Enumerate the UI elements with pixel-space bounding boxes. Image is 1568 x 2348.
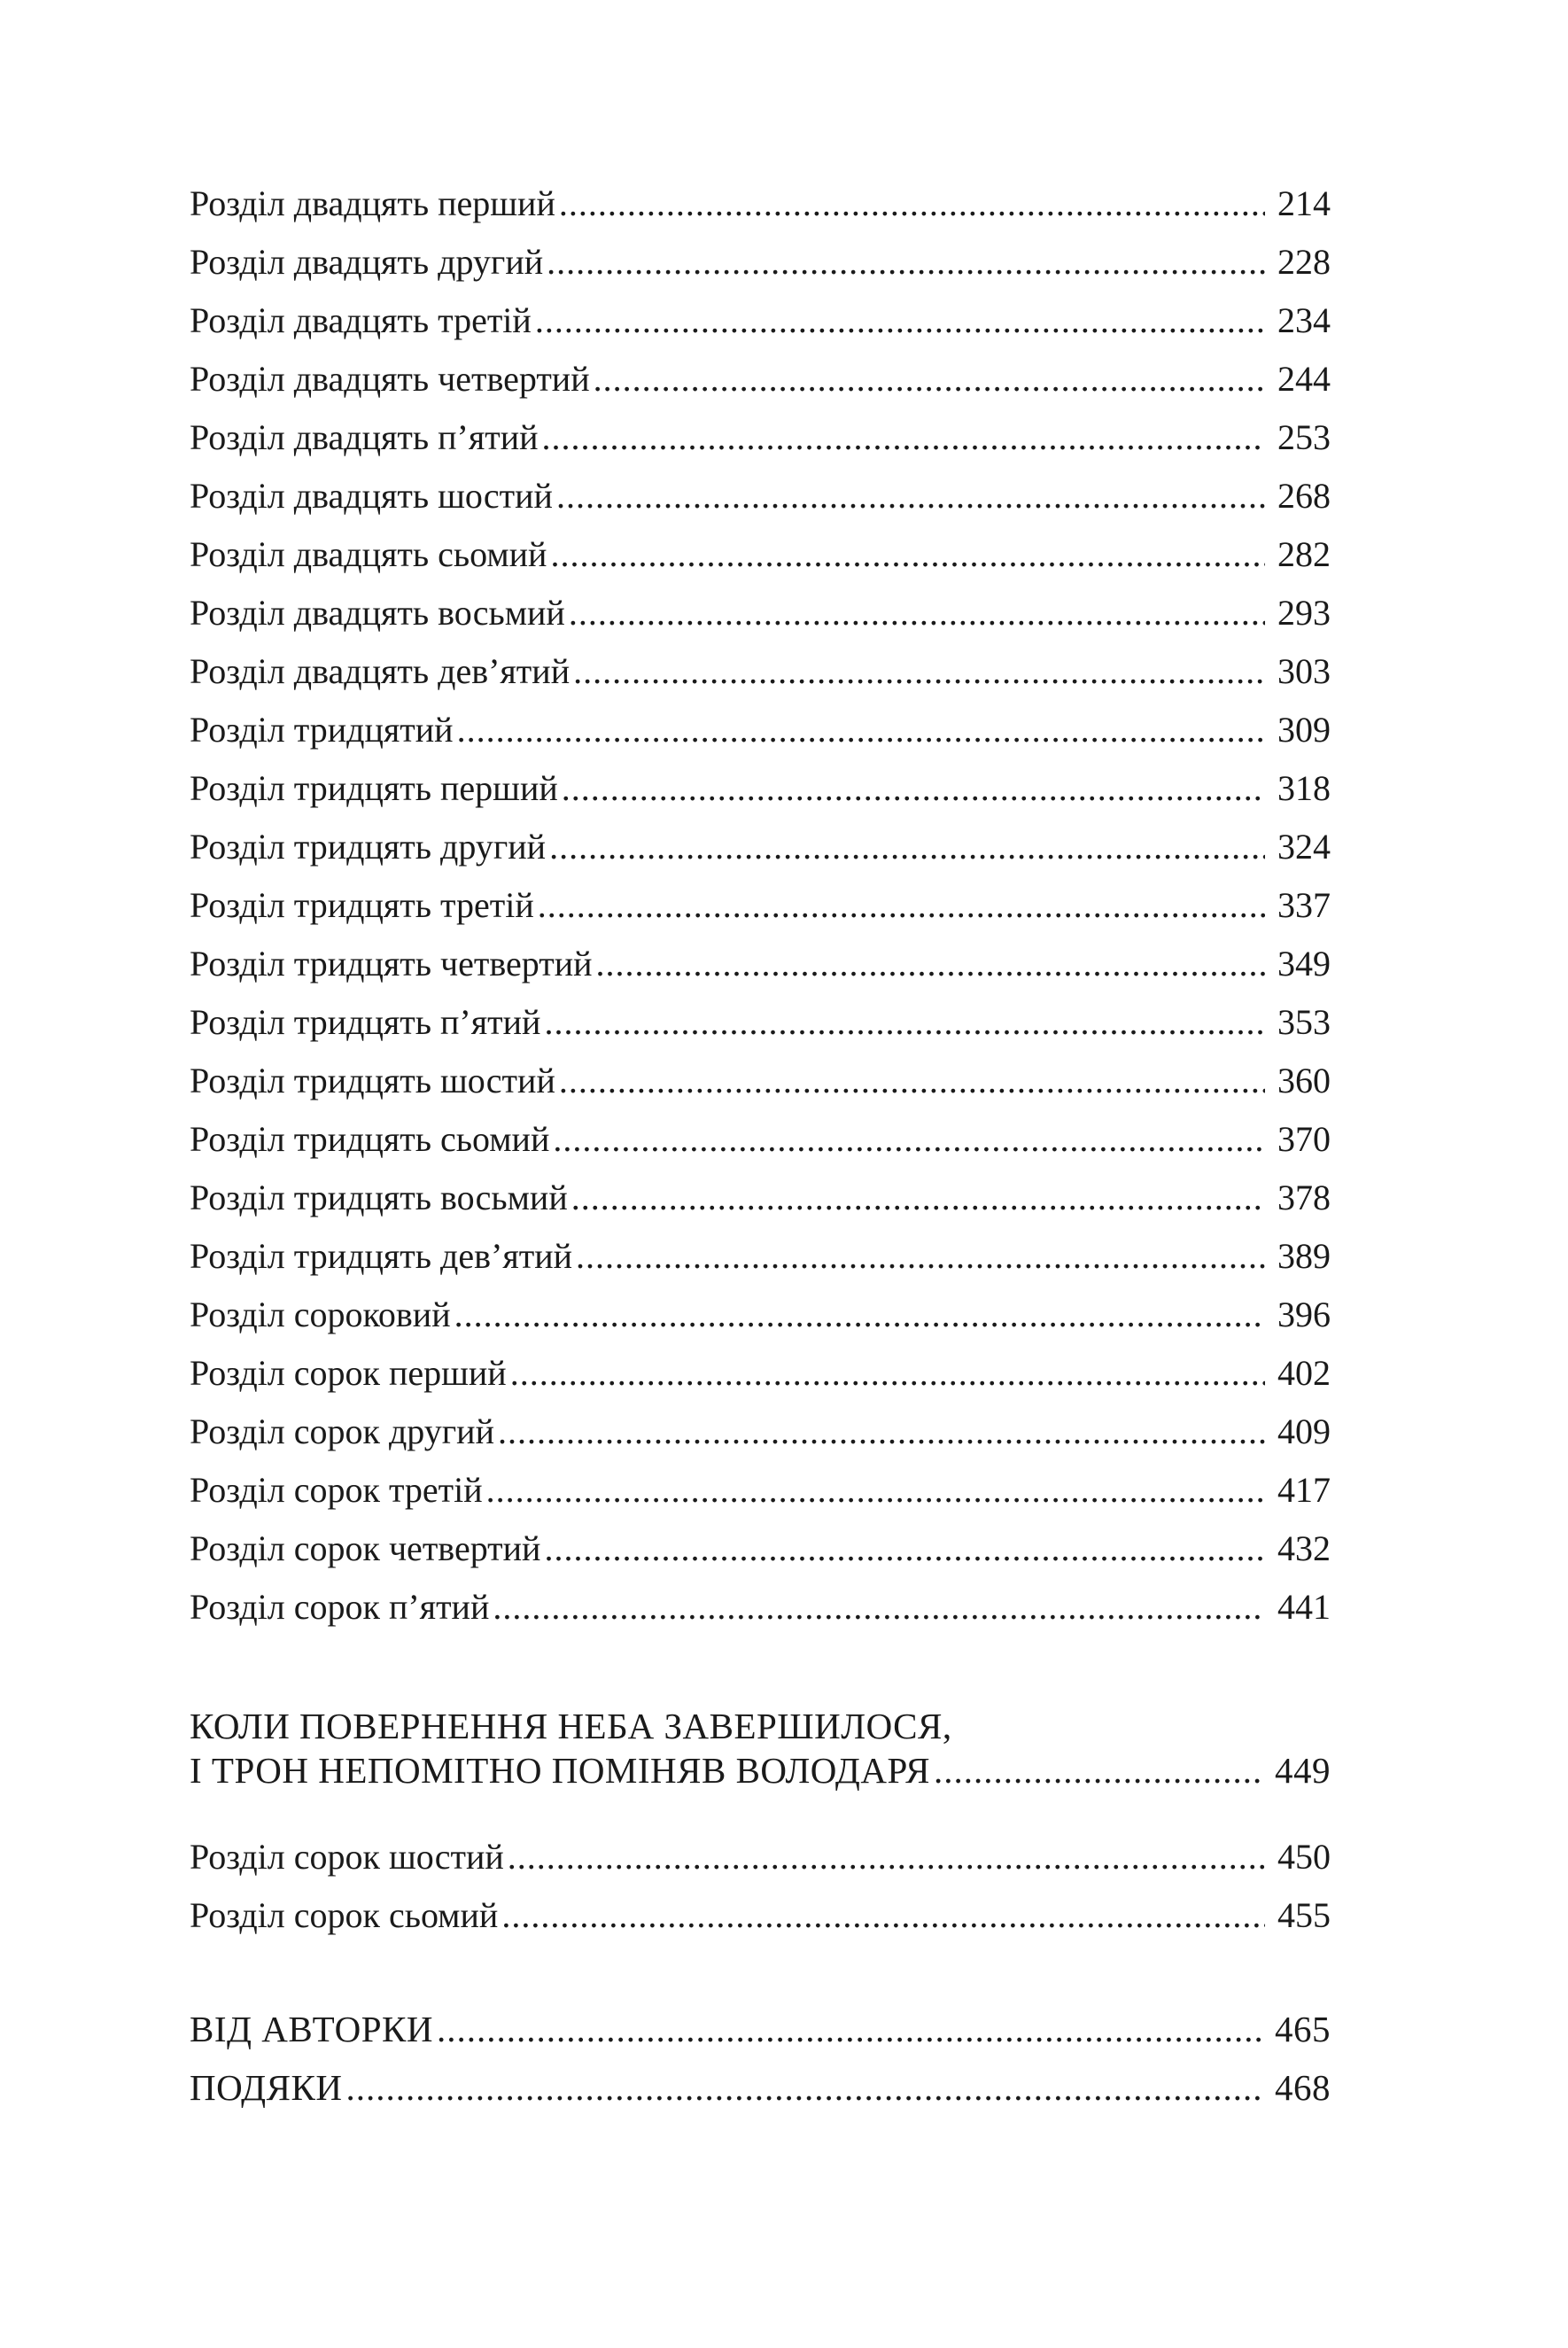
dot-leader [345, 2063, 1265, 2112]
toc-entry-title: Розділ тридцять восьмий [190, 1178, 568, 1217]
toc-entry-title: Розділ тридцять шостий [190, 1061, 555, 1100]
toc-entry[interactable] [190, 1290, 1331, 1340]
dot-leader [594, 354, 1265, 404]
toc-entry-page: 409 [1277, 1411, 1331, 1451]
toc-entry-title: Розділ двадцять шостий [190, 476, 553, 516]
toc-entry[interactable] [190, 1832, 1331, 1882]
toc-entry-page: 234 [1277, 300, 1331, 340]
toc-entry-title: Розділ сорок шостий [190, 1837, 504, 1877]
toc-entry-title: Розділ тридцять сьомий [190, 1119, 550, 1159]
toc-entry-page: 324 [1277, 827, 1331, 867]
toc-entry[interactable] [190, 822, 1331, 872]
dot-leader [535, 296, 1265, 346]
dot-leader [934, 1745, 1265, 1795]
toc-entry[interactable] [190, 296, 1331, 346]
toc-entry-page: 417 [1277, 1470, 1331, 1510]
toc-entry[interactable] [190, 998, 1331, 1047]
toc-entry-page: 465 [1275, 2009, 1331, 2049]
dot-leader [571, 1173, 1265, 1223]
toc-entry-page: 389 [1277, 1236, 1331, 1276]
toc-entry-title: Розділ двадцять дев’ятий [190, 651, 571, 691]
dot-leader [544, 1524, 1265, 1574]
toc-entry-page: 455 [1277, 1895, 1331, 1935]
toc-entry-title: Розділ двадцять перший [190, 183, 555, 223]
toc-entry-title: Розділ сорок четвертий [190, 1528, 541, 1568]
toc-entry[interactable] [190, 764, 1331, 813]
toc-entry[interactable] [190, 1232, 1331, 1281]
toc-entry-title: Розділ сорок другий [190, 1411, 494, 1451]
back-matter-entry[interactable] [190, 2004, 1331, 2054]
toc-entry-title: Розділ тридцять четвертий [190, 944, 593, 984]
dot-leader [569, 588, 1265, 638]
dot-leader [549, 822, 1265, 872]
dot-leader [493, 1582, 1265, 1632]
toc-entry[interactable] [190, 1891, 1331, 1940]
toc-entry-page: 468 [1275, 2067, 1331, 2108]
toc-entry-title: Розділ двадцять третій [190, 300, 532, 340]
toc-entry-title: Розділ сорок перший [190, 1353, 507, 1393]
dot-leader [573, 647, 1265, 696]
toc-entry[interactable] [190, 530, 1331, 579]
toc-entry-title: Розділ сороковий [190, 1295, 451, 1334]
dot-leader [559, 179, 1265, 229]
toc-entry-page: 441 [1277, 1587, 1331, 1627]
toc-entry-page: 268 [1277, 476, 1331, 516]
toc-entry[interactable] [190, 1115, 1331, 1164]
toc-entry-page: 228 [1277, 242, 1331, 282]
dot-leader [550, 530, 1265, 579]
toc-entry-page: 309 [1277, 710, 1331, 750]
part-heading-entry[interactable] [190, 1745, 1331, 1795]
toc-entry[interactable] [190, 1466, 1331, 1515]
toc-entry-page: 293 [1277, 593, 1331, 633]
dot-leader [498, 1407, 1265, 1457]
toc-entry[interactable] [190, 237, 1331, 287]
toc-entry[interactable] [190, 471, 1331, 521]
toc-entry-title: Розділ тридцять дев’ятий [190, 1236, 573, 1276]
dot-leader [562, 764, 1265, 813]
toc-entry-title: Розділ тридцятий [190, 710, 454, 750]
toc-entry-page: 370 [1277, 1119, 1331, 1159]
toc-entry-page: 402 [1277, 1353, 1331, 1393]
dot-leader [510, 1349, 1265, 1398]
toc-entry-page: 349 [1277, 944, 1331, 984]
dot-leader [576, 1232, 1265, 1281]
toc-entry-title: Розділ двадцять сьомий [190, 534, 547, 574]
toc-entry-page: 396 [1277, 1295, 1331, 1334]
dot-leader [457, 705, 1265, 755]
dot-leader [454, 1290, 1265, 1340]
toc-entry-title: Розділ двадцять восьмий [190, 593, 565, 633]
toc-entry[interactable] [190, 588, 1331, 638]
toc-entry-title: ПОДЯКИ [190, 2067, 343, 2108]
toc-entry-title: Розділ сорок п’ятий [190, 1587, 490, 1627]
toc-entry-title: Розділ сорок третій [190, 1470, 483, 1510]
toc-entry-title: Розділ двадцять п’ятий [190, 417, 539, 457]
toc-entry-page: 253 [1277, 417, 1331, 457]
toc-entry[interactable] [190, 1582, 1331, 1632]
dot-leader [553, 1115, 1265, 1164]
toc-entry-page: 378 [1277, 1178, 1331, 1217]
dot-leader [538, 881, 1265, 930]
toc-entry[interactable] [190, 179, 1331, 229]
dot-leader [559, 1056, 1265, 1106]
toc-entry[interactable] [190, 647, 1331, 696]
toc-entry-page: 450 [1277, 1837, 1331, 1877]
dot-leader [486, 1466, 1265, 1515]
toc-entry[interactable] [190, 705, 1331, 755]
toc-entry-title: Розділ тридцять другий [190, 827, 547, 867]
dot-leader [437, 2004, 1265, 2054]
toc-entry[interactable] [190, 1524, 1331, 1574]
toc-entry-page: 282 [1277, 534, 1331, 574]
part-heading-line2: І ТРОН НЕПОМІТНО ПОМІНЯВ ВОЛОДАРЯ [190, 1750, 931, 1791]
toc-entry-page: 449 [1275, 1750, 1331, 1791]
toc-entry[interactable] [190, 881, 1331, 930]
part-heading-line1: КОЛИ ПОВЕРНЕННЯ НЕБА ЗАВЕРШИЛОСЯ, [190, 1706, 952, 1746]
toc-entry-page: 432 [1277, 1528, 1331, 1568]
dot-leader [596, 939, 1265, 989]
dot-leader [508, 1832, 1265, 1882]
toc-entry-title: Розділ тридцять третій [190, 885, 534, 925]
toc-entry-page: 318 [1277, 768, 1331, 808]
toc-entry[interactable] [190, 939, 1331, 989]
toc-entry-page: 360 [1277, 1061, 1331, 1100]
dot-leader [542, 413, 1265, 463]
dot-leader [547, 237, 1265, 287]
toc-entry[interactable] [190, 1056, 1331, 1106]
toc-entry[interactable] [190, 413, 1331, 463]
dot-leader [501, 1891, 1265, 1940]
toc-entry[interactable] [190, 1349, 1331, 1398]
back-matter-entry[interactable] [190, 2063, 1331, 2112]
toc-entry-page: 214 [1277, 183, 1331, 223]
toc-entry[interactable] [190, 1173, 1331, 1223]
toc-entry-page: 244 [1277, 359, 1331, 399]
toc-entry[interactable] [190, 354, 1331, 404]
toc-entry-title: Розділ двадцять другий [190, 242, 544, 282]
dot-leader [556, 471, 1265, 521]
toc-entry-title: Розділ тридцять перший [190, 768, 558, 808]
toc-entry[interactable] [190, 1407, 1331, 1457]
toc-entry-page: 303 [1277, 651, 1331, 691]
toc-entry-title: ВІД АВТОРКИ [190, 2009, 434, 2049]
toc-entry-title: Розділ сорок сьомий [190, 1895, 499, 1935]
toc-entry-title: Розділ двадцять четвертий [190, 359, 590, 399]
toc-entry-page: 353 [1277, 1002, 1331, 1042]
toc-entry-title: Розділ тридцять п’ятий [190, 1002, 541, 1042]
dot-leader [544, 998, 1265, 1047]
toc-entry-page: 337 [1277, 885, 1331, 925]
